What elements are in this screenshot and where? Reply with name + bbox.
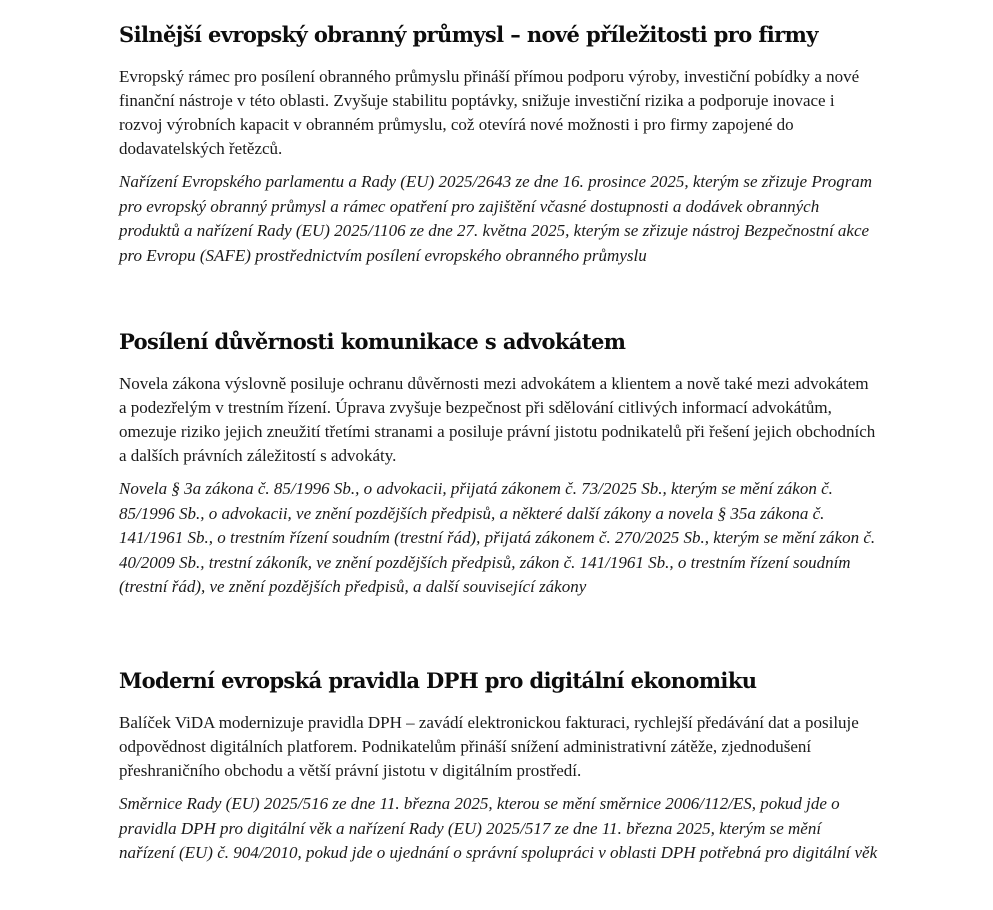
- legal-reference: Novela § 3a zákona č. 85/1996 Sb., o advokacii, přijatá zákonem č. 73/2025 Sb., kterým se mění zákon č. 85/1996 Sb., o advokacii, ve znění pozdějších předpisů, a některé další zákony a novela § 35a zákona č. 141/1961 Sb., o trestním řízení soudním (trestní řád), přijatá zákonem č. 270/2025 Sb., kterým se mění zákon č. 40/2009 Sb., trestní zákoník, ve znění pozdějších předpisů, zákon č. 141/1961 Sb., o trestním řízení soudním (trestní řád), ve znění pozdějších předpisů, a další související zákony: [119, 479, 876, 596]
- section-title: Posílení důvěrnosti komunikace s advokátem: [119, 329, 626, 354]
- section-defense-industry: [119, 20, 879, 268]
- section-title: Silnější evropský obranný průmysl – nové příležitosti pro firmy: [119, 22, 818, 47]
- legal-reference: Směrnice Rady (EU) 2025/516 ze dne 11. března 2025, kterou se mění směrnice 2006/112/ES, pokud jde o pravidla DPH pro digitální věk a nařízení Rady (EU) 2025/517 ze dne 11. března 2025, kterým se mění nařízení (EU) č. 904/2010, pokud jde o ujednání o správní spolupráci v oblasti DPH potřebná pro digitální věk: [119, 794, 878, 862]
- section-body: Novela zákona výslovně posiluje ochranu důvěrnosti mezi advokátem a klientem a nově také mezi advokátem a podezřelým v trestním řízení. Úprava zvyšuje bezpečnost při sdělování citlivých informací advokátům, omezuje riziko jejich zneužití třetími stranami a posiluje právní jistotu podnikatelů při řešení jejich obchodních a dalších právních záležitostí s advokáty.: [119, 374, 876, 465]
- section-body: Evropský rámec pro posílení obranného průmyslu přináší přímou podporu výroby, investiční pobídky a nové finanční nástroje v této oblasti. Zvyšuje stabilitu poptávky, snižuje investiční rizika a podporuje inovace i rozvoj výrobních kapacit v obranném průmyslu, což otevírá nové možnosti i pro firmy zapojené do dodavatelských řetězců.: [119, 67, 860, 158]
- legal-reference: Nařízení Evropského parlamentu a Rady (EU) 2025/2643 ze dne 16. prosince 2025, kterým se zřizuje Program pro evropský obranný průmysl a rámec opatření pro zajištění včasné dostupnosti a dodávek obranných produktů a nařízení Rady (EU) 2025/1106 ze dne 27. května 2025, kterým se zřizuje nástroj Bezpečnostní akce pro Evropu (SAFE) prostřednictvím posílení evropského obranného průmyslu: [119, 172, 873, 265]
- section-body: Balíček ViDA modernizuje pravidla DPH – zavádí elektronickou fakturaci, rychlejší předávání dat a posiluje odpovědnost digitálních platforem. Podnikatelům přináší snížení administrativní zátěže, zjednodušení přeshraničního obchodu a větší právní jistotu v digitálním prostředí.: [119, 713, 859, 780]
- section-title: Moderní evropská pravidla DPH pro digitální ekonomiku: [119, 668, 757, 693]
- section-attorney-confidentiality: [119, 327, 879, 600]
- section-vat-digital-economy: [119, 666, 879, 866]
